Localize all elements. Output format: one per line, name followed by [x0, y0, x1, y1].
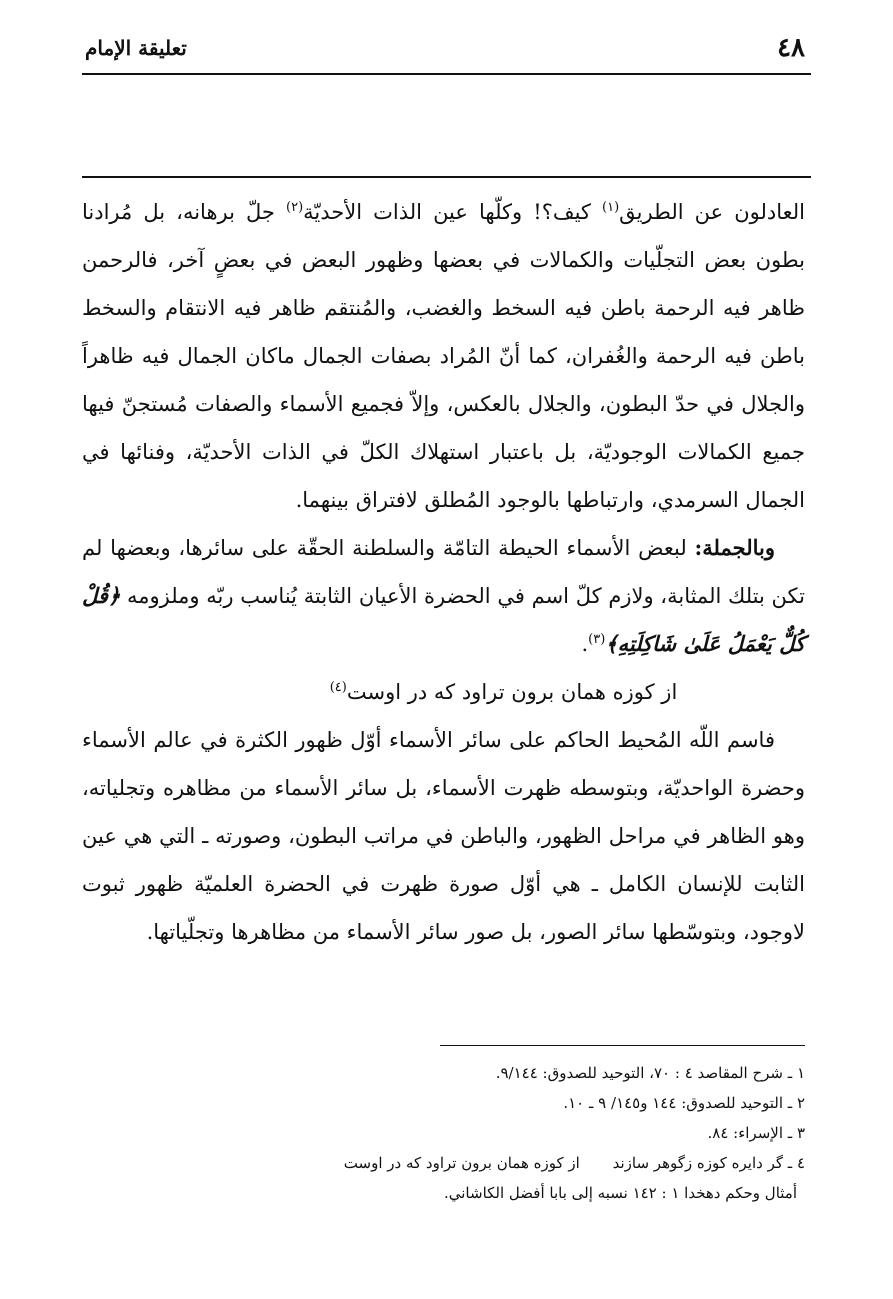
paragraph-1	[82, 188, 805, 524]
footnote-ref-2: (٢)	[286, 200, 304, 215]
p2-end: .	[581, 632, 589, 656]
verse-text: از كوزه همان برون تراود كه در اوست	[346, 680, 678, 704]
persian-verse	[82, 668, 805, 716]
p1-text-c: جلّ برهانه، بل مُرادنا بطون بعض التجلّيات والكمالات في بعضها وظهور البعض في بعضٍ آخر، فالرحمن ظاهر فيه الرحمة باطن فيه السخط والغضب، والمُنتقم ظاهر فيه الانتقام والسخط باطن فيه الرحمة والغُفران، كما أنّ المُراد بصفات الجمال ماكان الجمال فيه ظاهراً والجلال في حدّ البطون، والجلال بالعكس، وإلاّ فجميع الأسماء والصفات مُستجنّ فيها جميع الكمالات الوجوديّة، بل باعتبار استهلاك الكلّ في الذات الأحديّة، وفنائها في الجمال السرمدي، وارتباطها بالوجود المُطلق لافتراق بينهما.	[82, 200, 805, 512]
footnote-1: ١ ـ شرح المقاصد ٤ : ٧٠، التوحيد للصدوق: ٩/١٤٤.	[495, 1064, 805, 1082]
footnote-divider	[440, 1045, 805, 1046]
footnote-4-number: ٤ ـ	[787, 1154, 805, 1172]
quran-verse: ﴿قُلْ كُلٌّ يَعْمَلُ عَلَىٰ شَاكِلَتِهِ﴾	[82, 583, 805, 656]
footnote-ref-3: (٣)	[588, 632, 606, 647]
footnote-4-hemistich-2: از كوزه همان برون تراود كه در اوست	[343, 1154, 580, 1172]
footnote-4	[160, 1148, 805, 1178]
book-title: تعليقة الإمام	[85, 36, 187, 60]
footnote-4-hemistich-1: گر دايره كوزه زگوهر سازند	[612, 1154, 783, 1172]
header-divider	[82, 73, 811, 75]
p1-text-a: العادلون عن الطريق	[619, 200, 805, 224]
footnote-3: ٣ ـ الإسراء: ٨٤.	[707, 1124, 805, 1142]
footnote-ref-4: (٤)	[329, 680, 347, 695]
paragraph-2	[82, 524, 805, 668]
body-divider	[82, 176, 811, 178]
main-text	[82, 188, 805, 956]
page-header	[85, 28, 805, 68]
footnotes	[160, 1058, 805, 1208]
footnote-2: ٢ ـ التوحيد للصدوق: ١٤٤ و١٤٥/ ٩ ـ ١٠.	[563, 1094, 805, 1112]
page-number: ٤٨	[777, 33, 805, 63]
paragraph-3: فاسم اللّه المُحيط الحاكم على سائر الأسماء أوّل ظهور الكثرة في عالم الأسماء وحضرة الواحديّة، وبتوسطه ظهرت الأسماء، بل سائر الأسماء من مظاهره وتجلياته، وهو الظاهر في مراحل الظهور، والباطن في مراتب البطون، وصورته ـ التي هي عين الثابت للإنسان الكامل ـ هي أوّل صورة ظهرت في الحضرة العلميّة ظهور ثبوت لاوجود، وبتوسّطها سائر الصور، بل صور سائر الأسماء من مظاهرها وتجلّياتها.	[82, 728, 805, 944]
p2-lead: وبالجملة:	[694, 535, 775, 560]
footnote-4-source: أمثال وحكم دهخدا ١ : ١٤٢ نسبه إلى بابا أفضل الكاشاني.	[443, 1184, 797, 1202]
p2-text: لبعض الأسماء الحيطة التامّة والسلطنة الحقّة على سائرها، وبعضها لم تكن بتلك المثابة، ولازم كلّ اسم في الحضرة الأعيان الثابتة يُناسب ربّه وملزومه	[82, 536, 805, 608]
p1-text-b: كيف؟! وكلّها عين الذات الأحديّة	[303, 200, 602, 224]
footnote-ref-1: (١)	[602, 200, 620, 215]
